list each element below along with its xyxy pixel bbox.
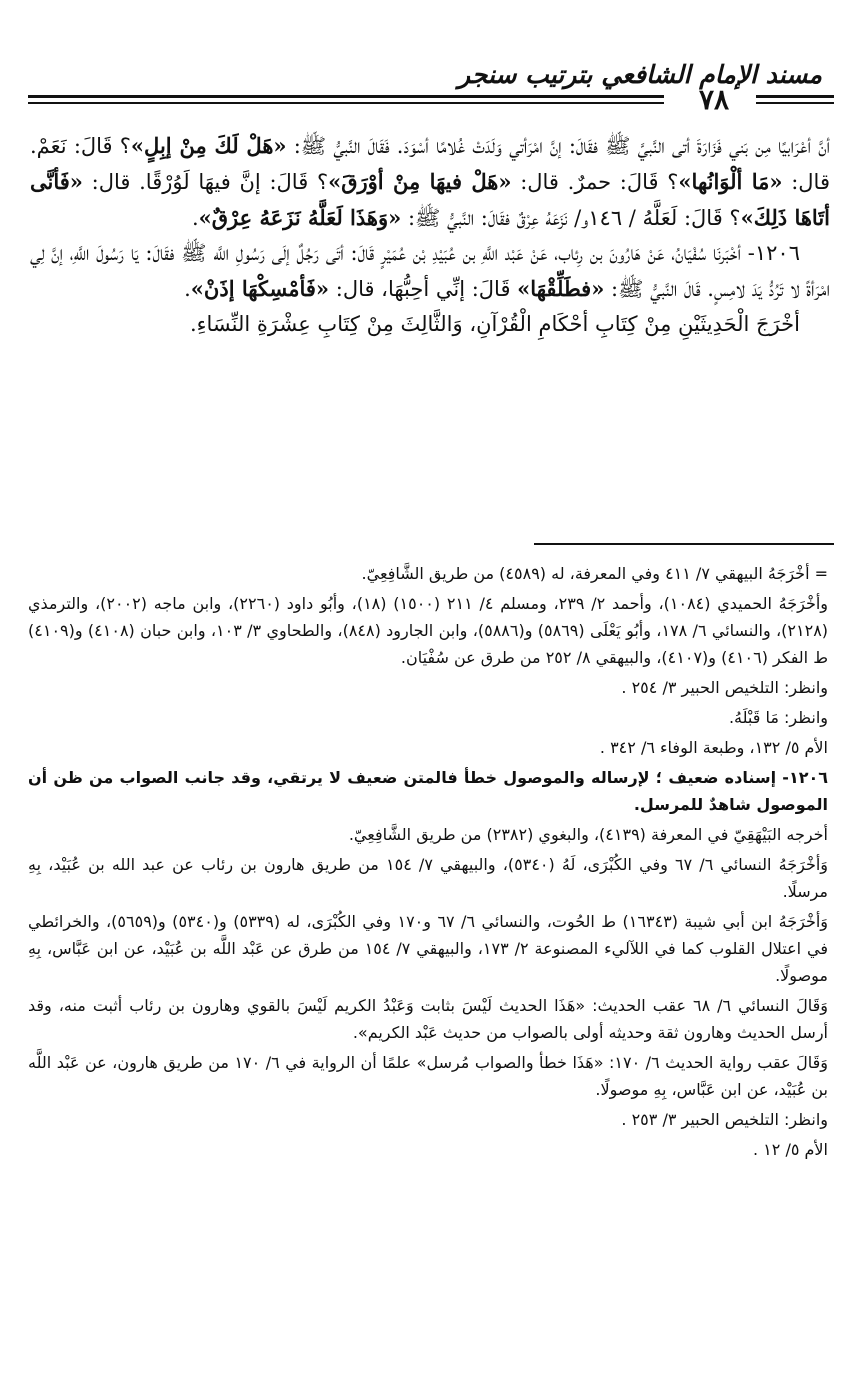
footnote: أخرجه البَيْهَقِيّ في المعرفة (٤١٣٩)، والبغوي (٢٣٨٢) من طريق الشَّافِعِيّ. (348, 825, 828, 844)
footnote: = أخْرَجَهُ البيهقي ٧/ ٤١١ وفي المعرفة، له (٤٥٨٩) من طريق الشَّافِعِيّ. (361, 564, 828, 583)
main-paragraph (30, 128, 830, 236)
text-segment: ؟ قَالَ: إنَّ فيهَا لَوُرْقًا. قال: (82, 170, 329, 194)
hadith-quote: «مَا ألْوَانُها» (678, 169, 783, 194)
footnote: وَأخْرَجَهُ النسائي ٦/ ٦٧ وفي الكُبْرَى، لَهُ (٥٣٤٠)، والبيهقي ٧/ ١٥٤ من طريق هارون بن رئاب عن عبد الله بن عُبَيْد، بِهِ مرسلًا. (28, 855, 829, 901)
footnote: ١٢٠٦- إسناده ضعيف ؛ لإرساله والموصول خطأ فالمتن ضعيف لا يرتقي، وقد جانب الصواب من ظن أن الموصول شاهدٌ للمرسل. (28, 768, 828, 814)
footnote: الأم ٥/ ١٣٢، وطبعة الوفاء ٦/ ٣٤٢ . (599, 738, 828, 757)
footnote: وانظر: مَا قَبْلَهُ. (728, 708, 828, 727)
text-segment: ؟ قَالَ: لَعَلَّهُ / ١٤٦و/ نَزَعَهُ عِرْقٌ فقَالَ: النَّبيُّ ﷺ: (401, 206, 741, 230)
text-segment: ؟ قَالَ: حمرٌ. قال: (511, 170, 679, 194)
footnote: الأم ٥/ ١٢ . (753, 1140, 828, 1159)
footnote: وَقَالَ عقب رواية الحديث ٦/ ١٧٠: «هَذَا خطأ والصواب مُرسل» علمًا أن الرواية في ٦/ ١٧٠ من طريق هارون، عن عَبْد اللَّه بن عُبَيْد، عن ابن عَبَّاس، بِهِ موصولًا. (28, 1053, 828, 1099)
hadith-quote: «هَلْ فيهَا مِنْ أوْرَقَ» (328, 169, 512, 194)
footnote: وَقَالَ النسائي ٦/ ٦٨ عقب الحديث: «هَذَا الحديث لَيْسَ بثابت وَعَبْدُ الكريم لَيْسَ بالقوي وهارون بن رئاب أثبت منه، وقد أرسل الحديث وهارون ثقة وحديثه أولى بالصواب من حديث عَبْد الكريم». (28, 996, 828, 1042)
hadith-quote: «فطَلِّقْهَا» (517, 276, 605, 301)
footnotes (28, 560, 828, 1166)
footnote: وانظر: التلخيص الحبير ٣/ ٢٥٣ . (621, 1110, 828, 1129)
main-paragraph (30, 307, 830, 342)
page-number: ٧٨ (698, 83, 730, 116)
header-rule-left (28, 95, 664, 98)
header-rule-right-thin (756, 102, 834, 104)
running-title: مسند الإمام الشافعي بترتيب سنجر (458, 60, 822, 89)
hadith-quote: «فَأمْسِكْهَا إذَنْ» (190, 276, 330, 301)
text-segment: ١٢٠٦- أخْبَرنَا سُفْيَانُ، عَنْ هَارُونَ بن رِئاب، عَنْ عَبْد اللَّهِ بن عُبَيْدِ بْن عُمَيْرٍ قَالَ: أتَى رَجُلٌ إلَى رَسُولِ اللَّه ﷺ فقَالَ: يَا رَسُولَ اللَّهِ، إنَّ لِي امْرَأةً لا تَرُدُّ يَدَ لامِسٍ. قَالَ النَّبيُّ ﷺ: (30, 241, 830, 301)
text-segment: أخْرَجَ الْحَدِيثَيْنِ مِنْ كِتَابِ أحْكَامِ الْقُرْآنِ، وَالثَّالِثَ مِنْ كِتَابِ عِشْرَةِ النِّسَاءِ. (189, 312, 800, 336)
footnote: وأخْرَجَهُ الحميدي (١٠٨٤)، وأحمد ٢/ ٢٣٩، ومسلم ٤/ ٢١١ (١٥٠٠) (١٨)، وأبُو داود (٢٢٦٠)، وابن ماجه (٢٠٠٢)، والترمذي (٢١٢٨)، والنسائي ٦/ ١٧٨، وأبُو يَعْلَى (٥٨٦٩) و(٥٨٨٦)، وابن الجارود (٨٤٨)، والطحاوي ٣/ ١٠٣، وابن حبان (٤١٠٨) و(٤١٠٩) ط الفكر (٤١٠٦) و(٤١٠٧)، والبيهقي ٨/ ٢٥٢ من طرق عن سُفْيَان. (28, 594, 829, 667)
main-text (30, 128, 830, 342)
footnote-separator (534, 543, 834, 545)
text-segment: . (184, 277, 191, 301)
main-paragraph (30, 236, 830, 307)
footnote: وانظر: التلخيص الحبير ٣/ ٢٥٤ . (621, 678, 828, 697)
footnote: وَأخْرَجَهُ ابن أبي شيبة (١٦٣٤٣) ط الحُوت، والنسائي ٦/ ٦٧ و١٧٠ وفي الكُبْرَى، له (٥٣٣٩) و(٥٣٤٠) و(٥٦٥٩)، والخرائطي في اعتلال القلوب كما في اللآليء المصنوعة ٢/ ١٧٣، والبيهقي ٧/ ١٥٤ من طرق عن عَبْد اللَّه بن عُبَيْد، عن ابن عَبَّاس، بِهِ موصولًا. (28, 912, 829, 985)
header-rule-left-thin (28, 102, 664, 104)
hadith-quote: «وَهَذَا لَعَلَّهُ نَزَعَهُ عِرْقٌ» (198, 205, 402, 230)
text-segment: قَالَ: إنِّي أحِبُّهَا، قال: (329, 277, 518, 301)
text-segment: ؟ قَالَ: نَعَمْ. قال: (30, 134, 830, 194)
header-rule-right (756, 95, 834, 98)
text-segment: أنَّ أعْرَابيًا مِن بَني فَزَارَةَ أتى النَّبيَّ ﷺ فقَالَ: إنَّ امْرَأتي وَلَدَتْ غُلامًا أسْوَدَ. فَقَالَ النَّبيُّ ﷺ: (286, 134, 830, 158)
hadith-quote: «هَلْ لَكَ مِنْ إبِلٍ» (130, 133, 287, 158)
hadith-quote: «فَأنَّى أتَاهَا ذَلِكَ» (30, 169, 830, 230)
text-segment: . (191, 206, 199, 230)
